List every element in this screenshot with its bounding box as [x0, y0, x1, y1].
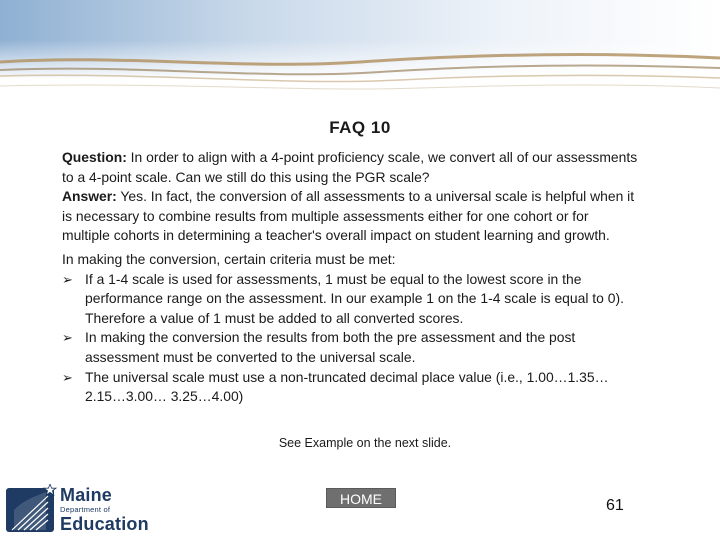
logo-text — [60, 486, 149, 534]
question-paragraph — [62, 148, 640, 187]
criteria-intro: In making the conversion, certain criteria must be met: — [62, 250, 396, 267]
arrow-bullet-icon: ➢ — [62, 330, 73, 346]
maine-doe-logo — [6, 484, 156, 536]
bullet-text: If a 1-4 scale is used for assessments, 1 must be equal to the lowest score in the performance range on the assessment. In our example 1 on the 1-4 scale is equal to 0). Therefore a value of 1 must be added to all converted scores. — [85, 270, 624, 326]
answer-label: Answer: — [62, 188, 117, 205]
answer-paragraph — [62, 187, 640, 246]
logo-maine: Maine — [60, 485, 113, 505]
faq-body — [62, 148, 640, 407]
logo-department: Department of — [60, 505, 111, 514]
list-item — [62, 270, 640, 329]
list-item — [62, 368, 640, 407]
home-button[interactable]: HOME — [326, 488, 396, 508]
maine-state-icon — [6, 484, 58, 532]
arrow-bullet-icon: ➢ — [62, 271, 73, 287]
criteria-list — [62, 270, 640, 407]
logo-education: Education — [60, 514, 149, 534]
bullet-text: The universal scale must use a non-truncated decimal place value (i.e., 1.00…1.35…2.15…3.00… 3.25…4.00) — [85, 368, 609, 405]
bullet-text: In making the conversion the results from both the pre assessment and the post assessment must be converted to the universal scale. — [85, 329, 576, 365]
question-text: In order to align with a 4-point proficiency scale, we convert all of our assessments to a 4-point scale. Can we still do this using the PGR scale? — [62, 149, 638, 185]
header-banner — [0, 0, 720, 110]
list-item — [62, 328, 640, 367]
question-label: Question: — [62, 149, 127, 165]
see-example-note: See Example on the next slide. — [278, 436, 452, 450]
slide-title: FAQ 10 — [329, 118, 391, 137]
answer-text: Yes. In fact, the conversion of all assessments to a universal scale is helpful when it is necessary to combine results from multiple assessments either for one cohort or for multiple cohorts in determining a teacher's overall impact on student learning and growth. — [62, 188, 635, 244]
arrow-bullet-icon: ➢ — [62, 369, 73, 385]
page-number: 61 — [606, 497, 624, 514]
